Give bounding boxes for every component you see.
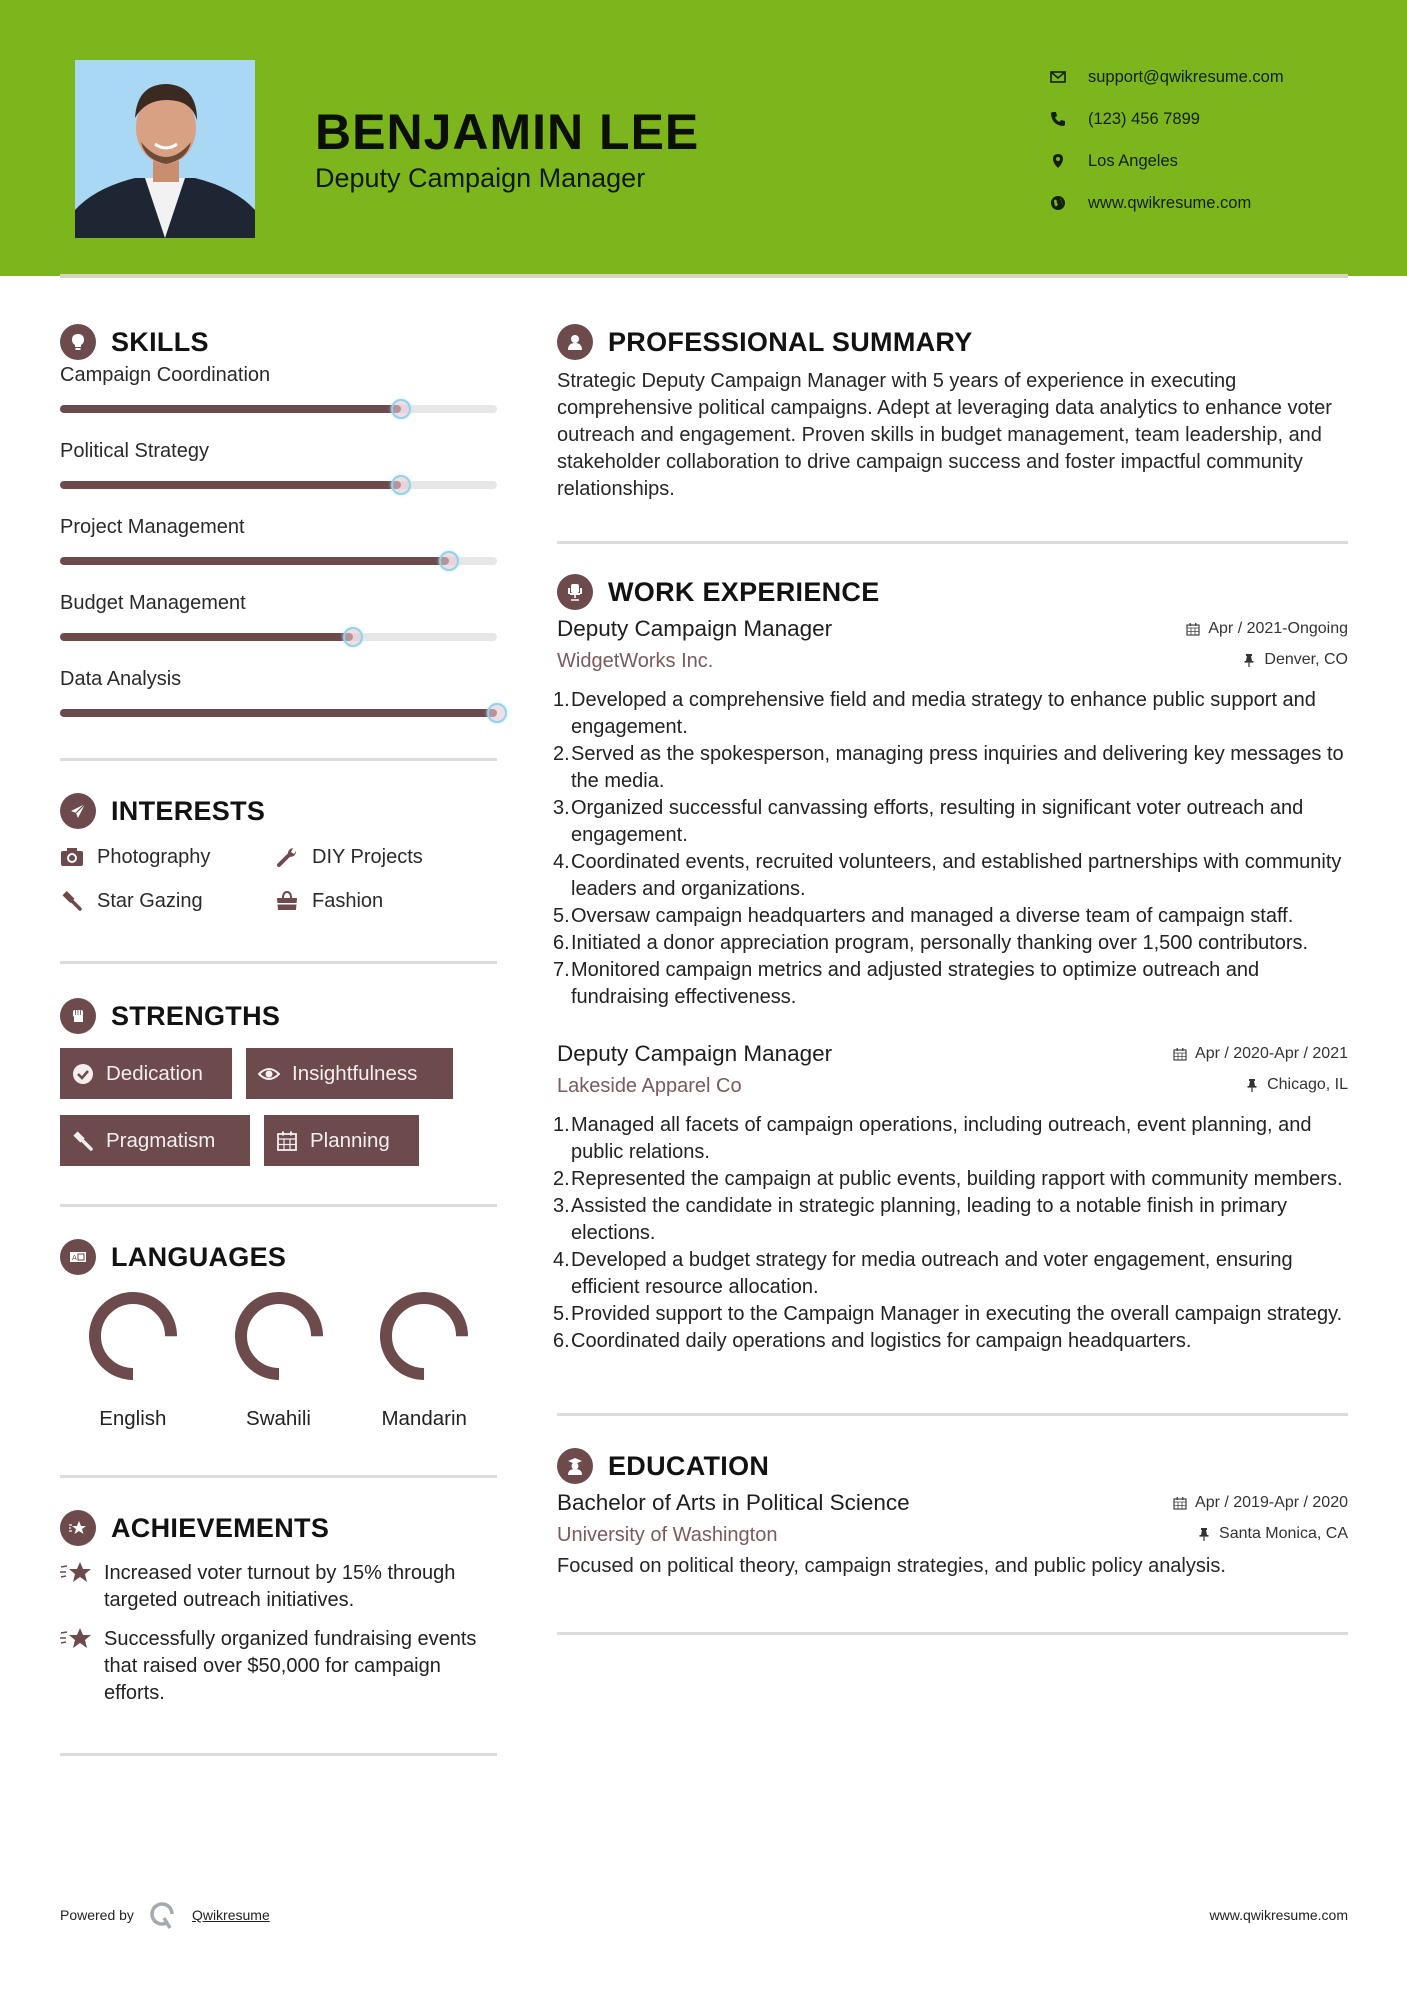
section-divider xyxy=(60,1753,497,1756)
experience-title: WORK EXPERIENCE xyxy=(608,576,880,607)
job-bullet: 6. Initiated a donor appreciation program, personally thanking over 1,500 contributors. xyxy=(553,932,1309,954)
globe-icon xyxy=(1050,195,1088,211)
qwikresume-link[interactable]: Qwikresume xyxy=(191,1907,270,1923)
interests-grid xyxy=(60,841,497,917)
skill-label: Data Analysis xyxy=(60,668,182,690)
language-progress-ring xyxy=(379,1291,469,1381)
language-item xyxy=(206,1291,352,1431)
powered-by-label: Powered by xyxy=(60,1907,134,1923)
gavel-icon xyxy=(60,889,84,913)
school-name: University of Washington xyxy=(557,1524,778,1546)
skill-bar-knob[interactable] xyxy=(487,703,507,723)
job-bullet: 5. Provided support to the Campaign Manager in executing the overall campaign strategy. xyxy=(553,1303,1343,1325)
qwikresume-logo-icon xyxy=(148,1900,178,1930)
skill-bar xyxy=(60,481,497,489)
star-badge-icon xyxy=(60,1510,96,1546)
languages-section xyxy=(60,1235,497,1431)
interest-item xyxy=(275,841,490,873)
language-label: Mandarin xyxy=(381,1407,467,1430)
pushpin-icon xyxy=(1245,1078,1259,1092)
contact-email-text: support@qwikresume.com xyxy=(1088,67,1284,86)
job-bullet: 4. Coordinated events, recruited volunteers, and established partnerships with community leaders and organizations. xyxy=(553,851,1342,900)
contact-phone-text: (123) 456 7899 xyxy=(1088,109,1200,128)
achievement-text: Increased voter turnout by 15% through targeted outreach initiatives. xyxy=(104,1562,456,1611)
interests-title: INTERESTS xyxy=(111,795,266,826)
degree-title: Bachelor of Arts in Political Science xyxy=(557,1490,910,1515)
skill-bar-knob[interactable] xyxy=(439,551,459,571)
achievement-item xyxy=(60,1560,497,1614)
shooting-star-icon xyxy=(60,1560,94,1586)
wrench-icon xyxy=(275,845,299,869)
section-divider xyxy=(60,1475,497,1478)
interest-item xyxy=(60,841,275,873)
right-column xyxy=(553,320,1348,1635)
languages-title: LANGUAGES xyxy=(111,1241,287,1272)
map-marker-icon xyxy=(1050,153,1088,169)
job-bullet: 2. Represented the campaign at public events, building rapport with community members. xyxy=(553,1168,1343,1190)
strength-label: Pragmatism xyxy=(106,1128,216,1152)
strengths-header xyxy=(60,994,497,1038)
skills-title: SKILLS xyxy=(111,326,209,357)
skill-bar xyxy=(60,557,497,565)
achievements-title: ACHIEVEMENTS xyxy=(111,1512,330,1543)
strength-tags xyxy=(60,1048,497,1166)
job-location-text: Denver, CO xyxy=(1264,651,1348,668)
job-dates xyxy=(1186,620,1348,638)
skills-header xyxy=(60,320,497,364)
education-dates-text: Apr / 2019-Apr / 2020 xyxy=(1195,1494,1348,1511)
contact-location xyxy=(1050,140,1284,182)
job-bullet: 7. Monitored campaign metrics and adjusted strategies to optimize outreach and fundraising effectiveness. xyxy=(553,959,1260,1008)
office-chair-icon xyxy=(557,574,593,610)
contact-email[interactable] xyxy=(1050,56,1284,98)
skills-section xyxy=(60,320,497,740)
person-photo-illustration xyxy=(75,60,255,238)
contact-phone[interactable] xyxy=(1050,98,1284,140)
education-description: Focused on political theory, campaign strategies, and public policy analysis. xyxy=(557,1555,1226,1577)
powered-by xyxy=(60,1900,270,1930)
summary-text: Strategic Deputy Campaign Manager with 5 years of experience in executing comprehensive political campaigns. Adept at leveraging data analytics to enhance voter outreach and engagement. Proven skills in budget management, team leadership, and stakeholder collaboration to drive campaign success and foster impactful community relationships. xyxy=(557,370,1332,500)
profile-photo xyxy=(75,60,255,238)
skill-item xyxy=(60,436,497,512)
graduate-icon xyxy=(557,1448,593,1484)
strength-tag xyxy=(60,1115,250,1166)
job-dates-text: Apr / 2020-Apr / 2021 xyxy=(1195,1045,1348,1062)
language-item xyxy=(60,1291,206,1431)
job-entry xyxy=(553,1041,1348,1355)
candidate-name: BENJAMIN LEE xyxy=(315,104,700,160)
calendar-icon xyxy=(276,1130,298,1152)
strength-tag xyxy=(60,1048,232,1099)
job-dates-text: Apr / 2021-Ongoing xyxy=(1208,620,1348,637)
skill-bar-fill xyxy=(60,633,353,641)
contact-list xyxy=(1050,56,1284,224)
skill-bar-fill xyxy=(60,557,449,565)
skill-bar-fill xyxy=(60,405,401,413)
contact-website[interactable] xyxy=(1050,182,1284,224)
gavel-icon xyxy=(72,1130,94,1152)
job-bullet: 1. Managed all facets of campaign operations, including outreach, event planning, and public relations. xyxy=(553,1114,1312,1163)
section-divider xyxy=(60,1204,497,1207)
fist-icon xyxy=(60,998,96,1034)
interest-label: Photography xyxy=(97,845,211,868)
user-icon xyxy=(557,324,593,360)
footer-website[interactable]: www.qwikresume.com xyxy=(1209,1907,1348,1923)
strength-label: Dedication xyxy=(106,1061,203,1085)
job-company: WidgetWorks Inc. xyxy=(557,650,714,672)
language-progress-ring xyxy=(234,1291,324,1381)
job-bullet: 5. Oversaw campaign headquarters and managed a diverse team of campaign staff. xyxy=(553,905,1294,927)
job-bullet: 2. Served as the spokesperson, managing press inquiries and delivering key messages to the media. xyxy=(553,743,1344,792)
skill-item xyxy=(60,588,497,664)
language-label: English xyxy=(99,1407,167,1430)
summary-header xyxy=(557,320,1348,364)
job-location-text: Chicago, IL xyxy=(1267,1076,1348,1093)
skill-label: Campaign Coordination xyxy=(60,364,271,386)
calendar-icon xyxy=(1173,1047,1187,1061)
skill-label: Project Management xyxy=(60,516,245,538)
skill-bar xyxy=(60,633,497,641)
shopping-bag-icon xyxy=(275,889,299,913)
header-divider xyxy=(60,274,1348,278)
languages-header xyxy=(60,1235,497,1279)
calendar-icon xyxy=(1173,1496,1187,1510)
job-location xyxy=(1245,1076,1348,1094)
interests-section xyxy=(60,789,497,917)
skill-bar-knob[interactable] xyxy=(391,475,411,495)
section-divider xyxy=(60,961,497,964)
skill-bar-knob[interactable] xyxy=(343,627,363,647)
section-divider xyxy=(60,758,497,761)
shooting-star-icon xyxy=(60,1626,94,1652)
pushpin-icon xyxy=(1242,653,1256,667)
job-bullets xyxy=(553,687,1348,1011)
interest-label: Fashion xyxy=(312,889,384,912)
interest-label: DIY Projects xyxy=(312,845,423,868)
achievement-item xyxy=(60,1626,497,1707)
job-bullet: 1. Developed a comprehensive field and media strategy to enhance public support and engagement. xyxy=(553,689,1316,738)
skill-bar-fill xyxy=(60,709,497,717)
interest-item xyxy=(60,885,275,917)
interest-label: Star Gazing xyxy=(97,889,203,912)
job-bullet: 6. Coordinated daily operations and logistics for campaign headquarters. xyxy=(553,1330,1192,1352)
check-circle-icon xyxy=(72,1063,94,1085)
footer xyxy=(60,1900,1348,1930)
language-progress-ring xyxy=(88,1291,178,1381)
job-location xyxy=(1242,651,1348,669)
section-divider xyxy=(557,1632,1348,1635)
interests-header xyxy=(60,789,497,833)
experience-section xyxy=(553,570,1348,1355)
phone-icon xyxy=(1050,111,1088,127)
svg-text:A: A xyxy=(72,1254,77,1262)
eye-icon xyxy=(258,1063,280,1085)
language-label: Swahili xyxy=(246,1407,311,1430)
job-title: Deputy Campaign Manager xyxy=(557,1041,833,1066)
job-dates xyxy=(1173,1045,1348,1063)
summary-title: PROFESSIONAL SUMMARY xyxy=(608,326,973,357)
skill-label: Political Strategy xyxy=(60,440,209,462)
lightbulb-icon xyxy=(60,324,96,360)
achievements-section xyxy=(60,1506,497,1707)
language-icon xyxy=(60,1239,96,1275)
candidate-role: Deputy Campaign Manager xyxy=(315,163,646,193)
language-list xyxy=(60,1291,497,1431)
section-divider xyxy=(557,541,1348,544)
skill-item xyxy=(60,360,497,436)
education-location xyxy=(1197,1525,1348,1543)
skill-item xyxy=(60,664,497,740)
education-title: EDUCATION xyxy=(608,1450,770,1481)
education-header xyxy=(557,1444,1348,1488)
left-column xyxy=(60,320,497,1756)
strength-tag xyxy=(246,1048,453,1099)
education-section xyxy=(557,1444,1348,1580)
skill-bar-fill xyxy=(60,481,401,489)
experience-header xyxy=(557,570,1348,614)
strength-label: Insightfulness xyxy=(292,1061,418,1085)
strength-tag xyxy=(264,1115,419,1166)
job-bullet: 3. Organized successful canvassing efforts, resulting in significant voter outreach and engagement. xyxy=(553,797,1304,846)
skill-bar-knob[interactable] xyxy=(391,399,411,419)
education-location-text: Santa Monica, CA xyxy=(1219,1525,1348,1542)
achievement-text: Successfully organized fundraising events that raised over $50,000 for campaign efforts. xyxy=(104,1628,477,1704)
job-bullets xyxy=(553,1112,1348,1355)
camera-icon xyxy=(60,845,84,869)
skill-bar xyxy=(60,405,497,413)
strengths-title: STRENGTHS xyxy=(111,1000,281,1031)
job-bullet: 4. Developed a budget strategy for media outreach and voter engagement, ensuring efficient resource allocation. xyxy=(553,1249,1293,1298)
education-dates xyxy=(1173,1494,1348,1512)
achievements-header xyxy=(60,1506,497,1550)
skill-item xyxy=(60,512,497,588)
job-company: Lakeside Apparel Co xyxy=(557,1075,742,1097)
job-entry xyxy=(553,616,1348,1011)
skill-bar xyxy=(60,709,497,717)
job-bullet: 3. Assisted the candidate in strategic planning, leading to a notable finish in primary elections. xyxy=(553,1195,1287,1244)
strengths-section xyxy=(60,994,497,1166)
envelope-icon xyxy=(1050,69,1088,85)
contact-website-text: www.qwikresume.com xyxy=(1088,193,1252,212)
job-title: Deputy Campaign Manager xyxy=(557,616,833,641)
section-divider xyxy=(557,1413,1348,1416)
header-banner xyxy=(0,0,1407,276)
skill-label: Budget Management xyxy=(60,592,246,614)
summary-section xyxy=(557,320,1348,503)
paper-plane-icon xyxy=(60,793,96,829)
strength-label: Planning xyxy=(310,1128,390,1152)
interest-item xyxy=(275,885,490,917)
pushpin-icon xyxy=(1197,1527,1211,1541)
contact-location-text: Los Angeles xyxy=(1088,151,1178,170)
language-item xyxy=(351,1291,497,1431)
calendar-icon xyxy=(1186,622,1200,636)
